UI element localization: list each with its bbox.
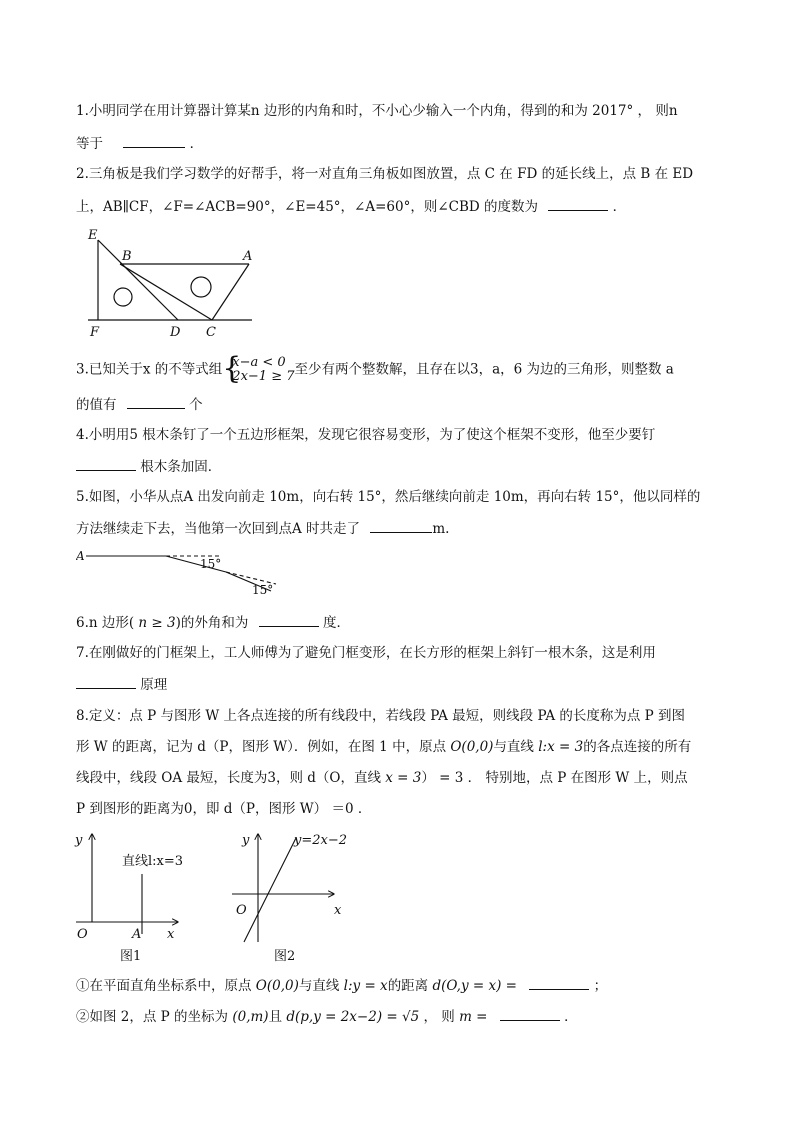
q1-line2 bbox=[76, 133, 203, 154]
right-board-hole bbox=[191, 277, 211, 297]
angle-label-2: 15° bbox=[252, 583, 274, 597]
inequality-2: 2x−1 ≥ 7 bbox=[232, 369, 295, 384]
math-origin-2: O(0,0) bbox=[255, 978, 299, 994]
inequality-1: x−a < 0 bbox=[232, 355, 286, 370]
sub2-period: ． bbox=[564, 1009, 578, 1025]
sub2-text-c: ， 则 bbox=[419, 1009, 460, 1025]
q1-line1: 1.小明同学在用计算器计算某n 边形的内角和时，不小心少输入一个内角，得到的和为 2017° ， 则n bbox=[76, 103, 678, 119]
line-y-eq-2x-minus-2 bbox=[244, 838, 296, 942]
q5-line1: 5.如图，小华从点A 出发向前走 10m，向右转 15°，然后继续向前走 10m，再向右转 15°，他以同样的 bbox=[76, 489, 701, 505]
math-line-y-eq-x: l:y = x bbox=[343, 978, 388, 994]
q8-sub1 bbox=[76, 975, 607, 996]
sub1-text-c: 的距离 bbox=[387, 978, 433, 994]
q3-label: 的值有 bbox=[76, 397, 117, 413]
sub2-text-a: ②如图 2，点 P 的坐标为 bbox=[76, 1009, 233, 1025]
q3-answer-blank[interactable] bbox=[127, 394, 185, 409]
fig2-label-y: y bbox=[242, 833, 250, 848]
q8-line1: 8.定义：点 P 与图形 W 上各点连接的所有线段中，若线段 PA 最短，则线段 PA 的长度称为点 P 到图 bbox=[76, 708, 686, 724]
q5-answer-blank[interactable] bbox=[370, 518, 432, 533]
fig2-caption: 图2 bbox=[274, 949, 296, 964]
label-e: E bbox=[88, 228, 98, 243]
label-a: A bbox=[76, 549, 85, 563]
q8-sub2 bbox=[76, 1006, 578, 1027]
label-b: B bbox=[122, 249, 132, 264]
sub1-text-a: ①在平面直角坐标系中，原点 bbox=[76, 978, 256, 994]
segment-bc bbox=[120, 264, 212, 320]
q8-line2-text-c: 的各点连接的所有 bbox=[583, 739, 692, 755]
fig2-label-o: O bbox=[236, 903, 247, 918]
fig1-label-o: O bbox=[77, 927, 88, 942]
q8-line3-text-b: ） = 3 ． 特别地，点 P 在图形 W 上，则点 bbox=[421, 770, 688, 786]
q6-unit: 度． bbox=[323, 615, 350, 631]
q8-line4: P 到图形的距离为0，即 d（P，图形 W） ＝0 ． bbox=[76, 801, 372, 817]
q3-unit: 个 bbox=[189, 397, 203, 413]
fig1-line-label: 直线l:x=3 bbox=[122, 854, 184, 869]
segment-ed bbox=[98, 240, 178, 320]
math-distance-2: d(p,y = 2x−2) = √5 bbox=[286, 1009, 420, 1025]
q6-line bbox=[76, 612, 350, 633]
q2-label: 上，AB∥CF，∠F=∠ACB=90°，∠E=45°，∠A=60°，则∠CBD 的度数为 bbox=[76, 199, 539, 215]
q3-prefix: 3.已知关于x 的不等式组 bbox=[76, 361, 223, 378]
sub1-text-b: 与直线 bbox=[298, 978, 344, 994]
math-distance-1: d(O,y = x) = bbox=[432, 978, 517, 994]
figure-1 bbox=[72, 826, 192, 964]
angle-label-1: 15° bbox=[200, 557, 222, 571]
label-c: C bbox=[206, 325, 216, 340]
q4-line1: 4.小明用5 根木条钉了一个五边形框架，发现它很容易变形，为了使这个框架不变形，他至少要钉 bbox=[76, 427, 656, 443]
fig2-func-label: y=2x−2 bbox=[294, 833, 348, 848]
inequality-system bbox=[222, 351, 295, 386]
q7-line1: 7.在刚做好的门框架上，工人师傅为了避免门框变形，在长方形的框架上斜钉一根木条，这是利用 bbox=[76, 645, 656, 661]
q6-middle: )的外角和为 bbox=[175, 615, 249, 631]
q3-suffix: 至少有两个整数解，且存在以3，a，6 为边的三角形，则整数 a bbox=[294, 361, 674, 378]
fig1-label-y: y bbox=[75, 833, 83, 848]
q6-condition: n ≥ 3 bbox=[134, 615, 176, 631]
q7-answer-blank[interactable] bbox=[76, 674, 136, 689]
q1-answer-blank[interactable] bbox=[123, 133, 185, 148]
segment-ac bbox=[212, 264, 249, 320]
fig1-caption: 图1 bbox=[120, 949, 142, 964]
q1-period: ． bbox=[189, 136, 204, 152]
walking-path-figure bbox=[76, 546, 286, 602]
sub2-answer-blank[interactable] bbox=[500, 1006, 560, 1021]
q5-line2 bbox=[76, 518, 449, 539]
q6-answer-blank[interactable] bbox=[259, 612, 319, 627]
label-f: F bbox=[90, 325, 100, 340]
math-m-eq: m = bbox=[459, 1009, 488, 1025]
left-board-hole bbox=[114, 288, 132, 306]
q4-answer-blank[interactable] bbox=[76, 456, 136, 471]
q6-prefix: 6.n 边形( bbox=[76, 615, 135, 631]
q8-line2-text-b: 与直线 bbox=[493, 739, 539, 755]
q8-line2-text-a: 形 W 的距离，记为 d（P，图形 W）．例如，在图 1 中，原点 bbox=[76, 739, 451, 755]
math-x-eq-3: x = 3 bbox=[385, 770, 422, 786]
fig1-label-x: x bbox=[167, 927, 175, 942]
q4-tail: 根木条加固． bbox=[140, 459, 222, 475]
brace-icon: { bbox=[222, 351, 242, 386]
math-line-l: l:x = 3 bbox=[538, 739, 584, 755]
q3-line1 bbox=[76, 351, 674, 386]
q5-unit: m. bbox=[432, 521, 450, 537]
q2-line1: 2.三角板是我们学习数学的好帮手，将一对直角三角板如图放置，点 C 在 FD 的延长线上，点 B 在 ED bbox=[76, 166, 694, 182]
q8-line3 bbox=[76, 768, 688, 788]
sub2-text-b: 且 bbox=[268, 1009, 287, 1025]
fig1-label-a: A bbox=[132, 927, 142, 942]
q2-period: ． bbox=[612, 199, 627, 215]
fig2-label-x: x bbox=[334, 903, 342, 918]
q3-line2 bbox=[76, 394, 203, 415]
math-point-p: (0,m) bbox=[232, 1009, 269, 1025]
figure-2 bbox=[228, 826, 358, 964]
label-a: A bbox=[243, 249, 253, 264]
sub1-semicolon: ； bbox=[593, 978, 608, 994]
q5-label: 方法继续走下去，当他第一次回到点A 时共走了 bbox=[76, 521, 361, 537]
sub1-answer-blank[interactable] bbox=[529, 975, 589, 990]
label-d: D bbox=[170, 325, 181, 340]
q2-line2 bbox=[76, 196, 626, 217]
q1-label: 等于 bbox=[76, 136, 103, 152]
q8-line3-text-a: 线段中，线段 OA 最短，长度为3，则 d（O，直线 bbox=[76, 770, 386, 786]
triangle-boards-figure bbox=[82, 224, 262, 342]
math-origin: O(0,0) bbox=[450, 739, 494, 755]
q8-line2 bbox=[76, 737, 691, 757]
q7-line2 bbox=[76, 674, 167, 695]
q4-line2 bbox=[76, 456, 221, 477]
q2-answer-blank[interactable] bbox=[548, 196, 608, 211]
q7-tail: 原理 bbox=[140, 677, 168, 693]
